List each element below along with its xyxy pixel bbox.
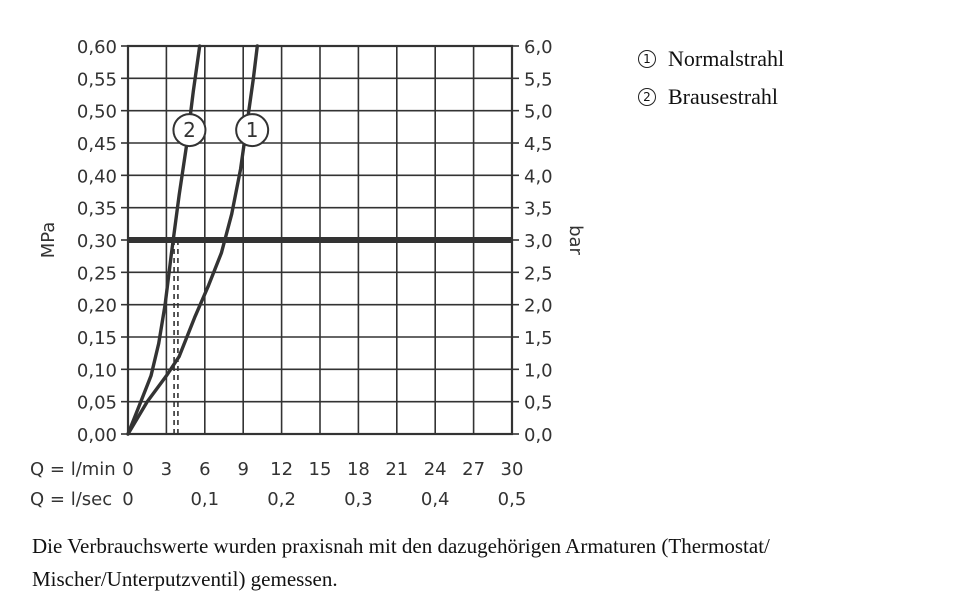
- y-tick-label-left: 0,60: [76, 37, 117, 58]
- legend-label-normalstrahl: Normalstrahl: [668, 46, 785, 71]
- x-axis-label-lmin: Q = l/min: [30, 459, 116, 480]
- y-axis-title-left: MPa: [38, 221, 59, 259]
- y-tick-label-right: 1,5: [524, 328, 553, 349]
- y-tick-label-left: 0,30: [76, 231, 117, 252]
- legend-label-brausestrahl: Brausestrahl: [668, 84, 778, 109]
- y-tick-label-right: 5,0: [524, 101, 553, 123]
- y-tick-label-right: 2,0: [524, 295, 553, 317]
- y-tick-label-left: 0,40: [76, 166, 117, 188]
- y-tick-label-left: 0,15: [76, 328, 117, 349]
- x-tick-label-lmin: 6: [199, 459, 211, 480]
- x-tick-label-lmin: 0: [122, 459, 134, 480]
- measurement-footnote: Die Verbrauchswerte wurden praxisnah mit den dazugehörigen Armaturen (Thermostat/ Mischer/Unterputzventil) gemessen.: [32, 534, 770, 591]
- x-tick-label-lmin: 3: [160, 459, 173, 480]
- legend-number-1: 1: [638, 50, 656, 68]
- y-tick-label-left: 0,35: [76, 198, 117, 220]
- x-tick-label-lsec: 0,4: [420, 489, 450, 510]
- y-tick-label-left: 0,45: [76, 134, 117, 155]
- y-tick-label-left: 0,00: [76, 425, 117, 446]
- x-tick-label-lsec: 0: [122, 489, 134, 510]
- y-tick-label-left: 0,20: [76, 295, 117, 317]
- x-tick-label-lmin: 21: [385, 459, 409, 480]
- y-tick-label-left: 0,10: [76, 360, 117, 382]
- series-label-2: 2: [183, 118, 196, 143]
- y-tick-label-right: 0,5: [524, 392, 553, 414]
- y-tick-label-right: 0,0: [524, 425, 553, 446]
- y-tick-label-left: 0,25: [76, 263, 117, 285]
- series-label-1: 1: [245, 118, 259, 143]
- legend-item-brausestrahl: [638, 78, 784, 116]
- y-tick-label-right: 3,5: [524, 198, 553, 220]
- legend: [638, 40, 784, 116]
- x-tick-label-lmin: 15: [308, 459, 332, 480]
- legend-number-2: 2: [638, 88, 656, 106]
- x-tick-label-lsec: 0,2: [267, 489, 296, 510]
- x-tick-label-lmin: 30: [500, 459, 524, 480]
- x-axis-label-lsec: Q = l/sec: [30, 489, 113, 510]
- x-tick-label-lmin: 9: [237, 459, 249, 480]
- y-tick-label-left: 0,50: [76, 101, 117, 123]
- y-tick-label-right: 6,0: [524, 37, 553, 58]
- x-tick-label-lmin: 24: [423, 459, 447, 480]
- y-tick-label-right: 4,5: [524, 134, 553, 155]
- y-tick-label-right: 4,0: [524, 166, 553, 188]
- y-tick-label-right: 5,5: [524, 69, 553, 91]
- x-tick-label-lsec: 0,1: [190, 489, 220, 510]
- x-tick-label-lsec: 0,5: [497, 489, 527, 510]
- y-tick-label-left: 0,55: [76, 69, 117, 91]
- x-tick-label-lmin: 18: [346, 459, 370, 480]
- y-tick-label-right: 2,5: [524, 263, 553, 285]
- x-tick-label-lmin: 12: [270, 459, 294, 480]
- y-tick-label-right: 3,0: [524, 231, 553, 252]
- x-tick-label-lsec: 0,3: [344, 489, 373, 510]
- legend-item-normalstrahl: [638, 40, 784, 78]
- y-axis-title-right: bar: [565, 225, 586, 255]
- y-tick-label-right: 1,0: [524, 360, 553, 382]
- y-tick-label-left: 0,05: [76, 392, 117, 414]
- x-tick-label-lmin: 27: [462, 459, 486, 480]
